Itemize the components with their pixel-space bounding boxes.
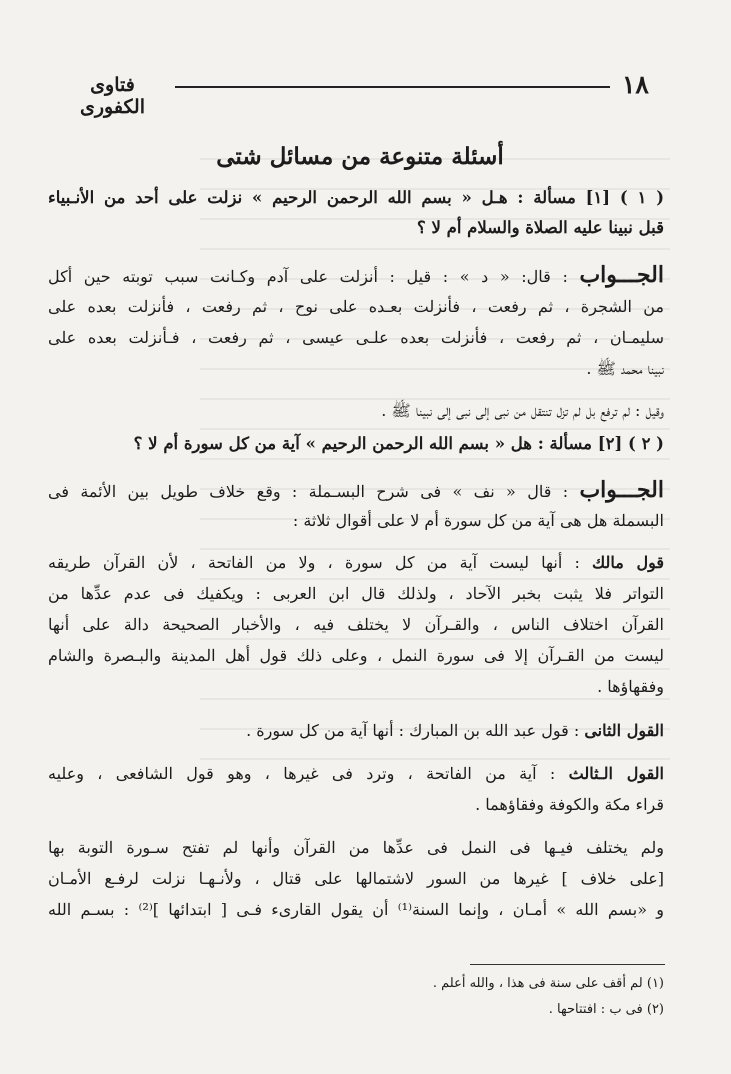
header-rule [175,86,610,88]
page-number: ١٨ [622,70,649,99]
section-title: أسئلة متنوعة من مسائل شتى [216,143,504,170]
line-text: قبل نبينا عليه الصلاة والسلام أم لا ؟ [416,218,664,237]
line-text: : قال « نف » فى شرح البسـملة : وقع خلاف طويل بين الأئمة فى [48,482,580,501]
text-line-m2 [48,579,664,609]
footnote-1: (١) لم أقف على سنة فى هذا ، والله أعلم . [432,976,664,991]
answer-label: الجـــواب [579,262,664,288]
text-line-p1 [48,833,664,863]
text-line-a1c [48,323,664,353]
text-line-m5 [48,672,664,702]
text-line-a2b [48,506,664,536]
text-line-p3 [48,895,664,925]
footnote-2: (٢) فى ب : افتتاحها . [548,1002,664,1017]
text-line-a1e [48,396,664,426]
line-text: ( ١ ) [١] مسألة : هـل « بسم الله الرحمن الرحيم » نزلت على أحد من الأنـبياء [48,188,664,207]
text-line-m3 [48,610,664,640]
running-title: فتاوى الكفورى [79,74,146,118]
opinion-label: القول الـثالث [568,764,664,783]
line-text: : قال: « د » : قيل : أنزلت على آدم وكـانت سبب توبته حين أكل [48,267,580,286]
opinion-label: القول الثانى [584,721,664,740]
text-line-q2 [48,429,664,459]
line-text: : قول عبد الله بن المبارك : أنها آية من كل سورة . [246,721,585,740]
text-line-a1a [48,260,664,292]
text-line-m1 [48,548,664,578]
text-line-m4 [48,641,664,671]
text-line-a2a [48,475,664,507]
line-text: : أنها ليست آية من كل سورة ، ولا من الفاتحة ، لأن القرآن طريقه [48,553,592,572]
text-line-a1d [48,354,664,384]
footnote-rule [470,964,665,965]
text-line-a1b [48,292,664,322]
line-text: نبينا محمد ﷺ . [586,359,664,378]
line-text: القرآن اختلاف الناس ، والقـرآن لا يختلف فيه ، والأخبار الصحيحة دالة على أنها [48,615,664,634]
text-line-t1 [48,759,664,789]
answer-label: الجـــواب [579,477,664,503]
text-line-p2 [48,864,664,894]
opinion-label: قول مالك [592,553,664,572]
line-text: ( ٢ ) [٢] مسألة : هل « بسم الله الرحمن الرحيم » آية من كل سورة أم لا ؟ [133,434,664,453]
text-line-q1a [48,183,664,213]
line-text: البسملة هل هى آية من كل سورة أم لا على أقوال ثلاثة : [292,511,664,530]
text-line-t2 [48,790,664,820]
line-text: من الشجرة ، ثم رفعت ، فأنزلت بعـده على نوح ، ثم رفعت ، فأنزلت بعده على [48,297,664,316]
line-text: وقيل : لم ترفع بل لم تزل تنتقل من نبى إلى نبى إلى نبينا ﷺ . [381,401,664,420]
line-text: وفقهاؤها . [597,677,664,696]
line-text: [على خلاف ] غيرها من السور لاشتمالها على قتال ، ولأنـهـا نزلت لرفـع الأمـان [48,869,664,888]
line-text: التواتر فلا يثبت بخبر الآحاد ، ولذلك قال ابن العربى : ويكفيك فى عدم عدِّها من [48,584,664,603]
text-line-s1 [48,716,664,746]
line-text: و «بسم الله » أمـان ، وإنما السنة⁽¹⁾ أن يقول القارىء فـى [ ابتدائها ]⁽²⁾ : بسـم الله [48,900,664,919]
line-text: : آية من الفاتحة ، وترد فى غيرها ، وهو قول الشافعى ، وعليه [48,764,569,783]
line-text: سليمـان ، ثم رفعت ، فأنزلت بعده علـى عيسى ، ثم رفعت ، فـأنزلت بعده على [48,328,664,347]
line-text: ليست من القـرآن إلا فى سورة النمل ، وعلى ذلك قول أهل المدينة والبـصرة والشام [48,646,664,665]
line-text: قراء مكة والكوفة وفقاؤهما . [475,795,664,814]
text-line-q1b [48,213,664,243]
line-text: ولم يختلف فيـها فى النمل فى عدِّها من القرآن وأنها لم تفتح سـورة التوبة بها [48,838,664,857]
